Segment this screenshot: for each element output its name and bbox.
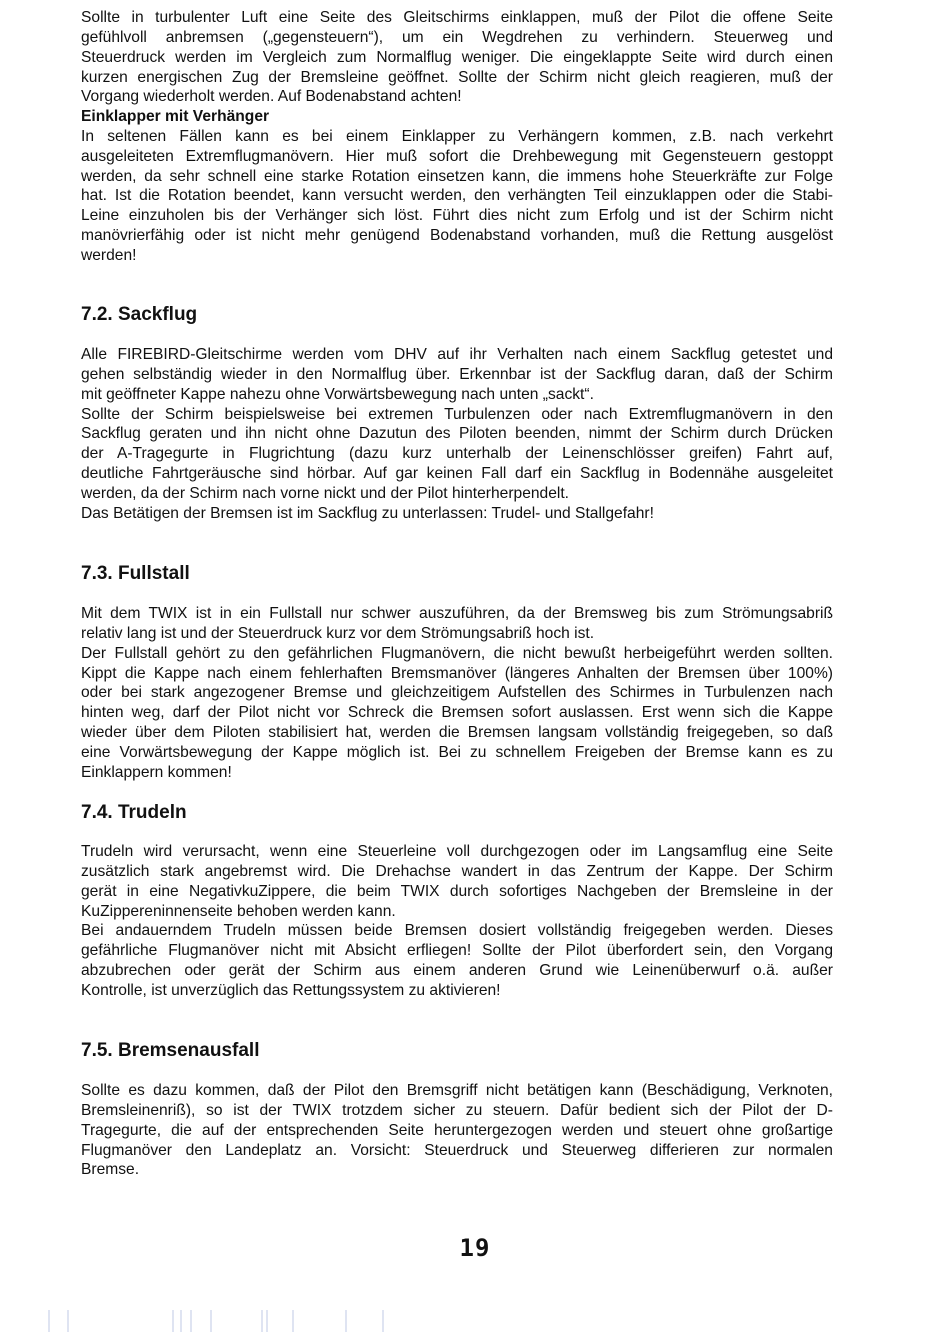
trudeln-line: Bei andauerndem Trudeln müssen beide Bremsen dosiert vollständig freigegeben werden. Dieses [81, 922, 833, 940]
scan-mark [345, 1310, 347, 1332]
fullstall-line: Kippt die Kappe nach einem fehlerhaften Bremsmanöver (längeres Anhalten der Bremsen über 100%) [81, 664, 833, 682]
footer-scan-marks [0, 1310, 950, 1332]
sackflug-line: der A-Tragegurte in Flugrichtung (dazu kurz unterhalb der Leinenschlösser greifen) Fahrt auf, [81, 445, 833, 463]
fullstall-line: hinten weg, darf der Pilot nicht vor Schreck die Bremsen sofort auslassen. Erst wenn sich die Kappe [81, 704, 833, 722]
section-heading: 7.4. Trudeln [81, 802, 187, 823]
fullstall-line: relativ lang ist und der Steuerdruck kurz vor dem Strömungsabriß hoch ist. [81, 624, 595, 642]
verhaenger-line: hat. Ist die Rotation beendet, kann versucht werden, den verhängten Teil einzuklappen oder die Stabi- [81, 187, 833, 205]
fullstall-line: Der Fullstall gehört zu den gefährlichen Flugmanövern, die nicht bewußt herbeigeführt werden sollten. [81, 644, 833, 662]
fullstall-line: Einklappern kommen! [81, 763, 232, 781]
intro-line: Sollte in turbulenter Luft eine Seite des Gleitschirms einklappen, muß der Pilot die offene Seite [81, 9, 833, 26]
section-heading: 7.5. Bremsenausfall [81, 1040, 260, 1061]
trudeln-line: gerät in eine NegativkuZippere, die beim TWIX durch sofortiges Nachgeben der Bremsleine in der [81, 882, 833, 900]
sackflug-line: Sackflug geraten und ihn nicht ohne Dazutun des Piloten beenden, nimmt der Schirm durch Drücken [81, 425, 833, 443]
scan-mark [261, 1310, 263, 1332]
sackflug-paragraph [81, 345, 833, 524]
bremsenausfall-line: Bremsleinenriß), so ist der TWIX trotzdem sicher zu steuern. Dafür bedient sich der Pilot der D- [81, 1101, 833, 1119]
section-7-2 [81, 303, 833, 327]
sackflug-line: Das Betätigen der Bremsen ist im Sackflug zu unterlassen: Trudel- und Stallgefahr! [81, 504, 654, 522]
trudeln-line: zusätzlich stark angebremst wird. Die Drehachse wandert in das Zentrum der Kappe. Der Schirm [81, 862, 833, 880]
trudeln-line: KuZippereninnenseite behoben werden kann. [81, 902, 396, 920]
sackflug-line: Sollte der Schirm beispielsweise bei extremen Turbulenzen oder nach Extremflugmanövern in den [81, 405, 833, 423]
section-7-3 [81, 562, 833, 586]
intro-line: kurzen energischen Zug der Bremsleine geöffnet. Sollte der Schirm nicht gleich reagieren, muß der [81, 68, 833, 86]
scan-mark [48, 1310, 50, 1332]
intro-line: Steuerdruck werden im Vergleich zum Normalflug weniger. Die eingeklappte Seite wird durch einen [81, 48, 833, 66]
trudeln-line: Kontrolle, ist unverzüglich das Rettungssystem zu aktivieren! [81, 981, 501, 999]
bremsenausfall-paragraph [81, 1081, 833, 1180]
sackflug-line: gehen selbständig wieder in den Normalflug über. Erkennbar ist der Sackflug daran, daß der Schirm [81, 365, 833, 383]
verhaenger-line: werden! [81, 246, 137, 264]
sackflug-line: werden, da der Schirm nach vorne nickt und der Pilot hinterherpendelt. [81, 484, 570, 502]
scan-mark [190, 1310, 192, 1332]
fullstall-line: oder bei stark angezogener Bremse und gleichzeitigem Aufstellen des Schirmes in Turbulenzen nach [81, 684, 833, 702]
fullstall-line: Mit dem TWIX ist in ein Fullstall nur schwer auszuführen, da der Bremsweg bis zum Strömungsabriß [81, 605, 833, 622]
page-number: 19 [459, 1234, 491, 1262]
section-heading: 7.2. Sackflug [81, 304, 198, 325]
intro-line: Vorgang wiederholt werden. Auf Bodenabstand achten! [81, 88, 462, 106]
sackflug-line: mit geöffneter Kappe nahezu ohne Vorwärtsbewegung nach unten „sackt“. [81, 385, 594, 403]
bremsenausfall-line: Tragegurte, die auf der entsprechenden Seite heruntergezogen werden und steuert ohne großartige [81, 1121, 833, 1139]
verhaenger-line: werden, da sehr schnell eine starke Rotation einsetzen kann, die immens hohe Steuerkräfte zur Folge [81, 167, 833, 185]
verhaenger-heading: Einklapper mit Verhänger [81, 108, 270, 125]
verhaenger-line: Leine einzuholen bis der Verhänger sich löst. Führt dies nicht zum Erfolg und ist der Schirm nicht [81, 207, 833, 225]
trudeln-line: abzubrechen oder gerät der Schirm aus einem anderen Grund wie Leinenüberwurf o.ä. außer [81, 962, 833, 980]
intro-paragraph [81, 8, 833, 107]
intro-line: gefühlvoll anbremsen („gegensteuern“), um ein Wegdrehen zu verhindern. Steuerweg und [81, 28, 833, 46]
bremsenausfall-line: Sollte es dazu kommen, daß der Pilot den Bremsgriff nicht betätigen kann (Beschädigung, Verknoten, [81, 1082, 833, 1099]
fullstall-line: eine Vorwärtsbewegung der Kappe möglich ist. Bei zu schnellem Freigeben der Bremse kann es zu [81, 743, 833, 761]
bremsenausfall-line: Flugmanöver den Landeplatz an. Vorsicht: Steuerdruck und Steuerweg differieren zur normalen [81, 1141, 833, 1159]
trudeln-paragraph [81, 842, 833, 1001]
scan-mark [382, 1310, 384, 1332]
verhaenger-section [81, 107, 833, 266]
verhaenger-line: ausgeleiteten Extremflugmanövern. Hier muß sofort die Drehbewegung mit Gegensteuern gestoppt [81, 147, 833, 165]
section-7-5 [81, 1039, 833, 1063]
scan-mark [67, 1310, 69, 1332]
trudeln-line: Trudeln wird verursacht, wenn eine Steuerleine voll durchgezogen oder im Langsamflug eine Seite [81, 843, 833, 860]
scan-mark [180, 1310, 182, 1332]
sackflug-line: deutliche Fahrtgeräusche sind hörbar. Auf gar keinen Fall darf ein Sackflug in Bodennähe ausgeleitet [81, 465, 833, 483]
trudeln-line: gefährliche Flugmanöver nicht mit Absicht erfliegen! Sollte der Pilot überfordert sein, den Vorgang [81, 942, 833, 960]
scan-mark [210, 1310, 212, 1332]
scan-mark [172, 1310, 174, 1332]
section-heading: 7.3. Fullstall [81, 563, 190, 584]
scan-mark [292, 1310, 294, 1332]
verhaenger-line: manövrierfähig oder ist nicht mehr genügend Bodenabstand vorhanden, muß die Rettung ausgelöst [81, 227, 833, 245]
fullstall-paragraph [81, 604, 833, 783]
sackflug-line: Alle FIREBIRD-Gleitschirme werden vom DHV auf ihr Verhalten nach einem Sackflug getestet und [81, 346, 833, 363]
verhaenger-paragraph [81, 127, 833, 266]
section-7-4 [81, 801, 833, 825]
bremsenausfall-line: Bremse. [81, 1161, 140, 1179]
verhaenger-line: In seltenen Fällen kann es bei einem Einklapper zu Verhängern kommen, z.B. nach verkehrt [81, 127, 833, 145]
fullstall-line: wieder über dem Piloten stabilisiert hat, werden die Bremsen langsam vollständig freigegeben, so daß [81, 724, 833, 742]
scan-mark [266, 1310, 268, 1332]
